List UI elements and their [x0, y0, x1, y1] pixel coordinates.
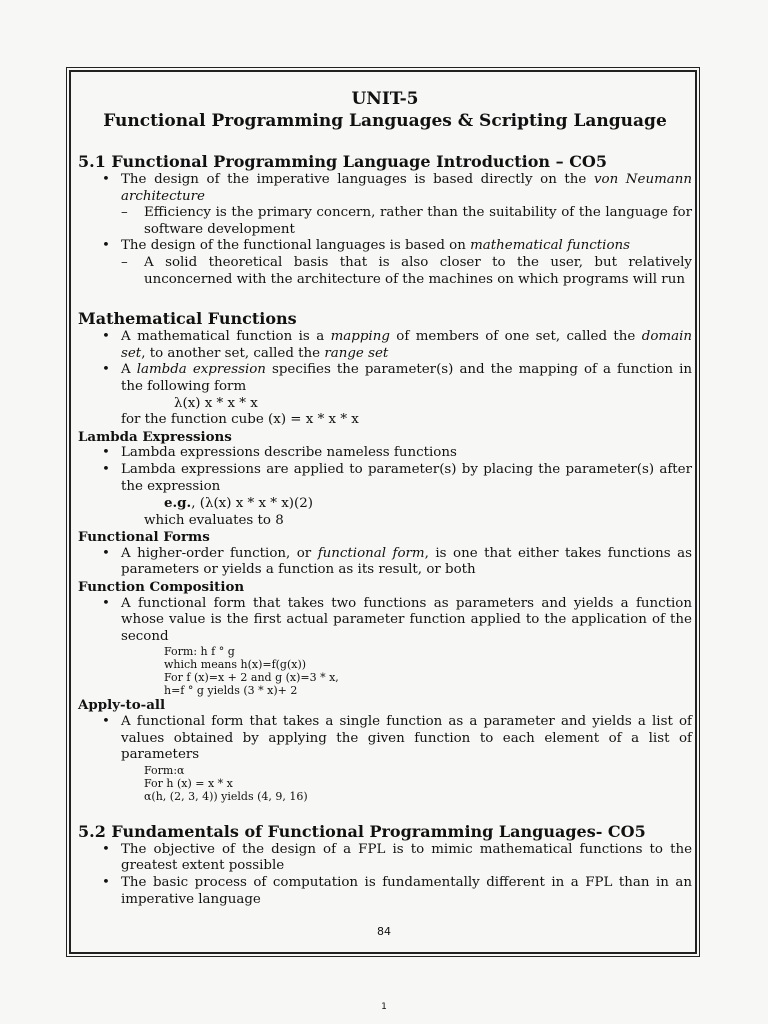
function-composition-heading: Function Composition: [78, 579, 245, 596]
composition-line: which means h(x)=f(g(x)): [164, 658, 307, 672]
lambda-list: [78, 445, 692, 495]
emphasis-text: functional form: [317, 545, 425, 561]
evaluates-line: which evaluates to 8: [144, 512, 284, 528]
section-5-2-list: [78, 842, 692, 908]
math-functions-heading: Mathematical Functions: [78, 309, 297, 329]
cube-line: for the function cube (x) = x * x * x: [121, 412, 359, 428]
apply-to-all-heading: Apply-to-all: [78, 697, 166, 714]
list-item: • Lambda expressions describe nameless functions: [78, 445, 692, 462]
unit-subtitle: Functional Programming Languages & Scripting Language: [103, 111, 667, 131]
composition-line: For f (x)=x + 2 and g (x)=3 * x,: [164, 671, 339, 685]
bullet-text: specifies the parameter(s) and the mapping of a function in the following form: [121, 362, 692, 394]
lambda-formula: λ(x) x * x * x: [174, 395, 258, 411]
apply-line: α(h, (2, 3, 4)) yields (4, 9, 16): [144, 789, 308, 803]
apply-line: For h (x) = x * x: [144, 776, 233, 790]
list-item: [78, 329, 692, 362]
apply-to-all-list: [78, 714, 692, 764]
lambda-heading: Lambda Expressions: [78, 428, 232, 445]
example-label: e.g.: [164, 495, 192, 512]
bullet-text: The design of the functional languages is based on: [121, 238, 471, 254]
list-item: [78, 238, 692, 255]
list-item: – Efficiency is the primary concern, rather than the suitability of the language for software development: [78, 205, 692, 238]
list-item: [78, 362, 692, 395]
emphasis-text: domain set: [121, 329, 692, 361]
example-text: , (λ(x) x * x * x)(2): [191, 496, 313, 512]
footer-number: 1: [381, 1002, 387, 1012]
composition-line: Form: h f ° g: [164, 645, 235, 659]
emphasis-text: lambda expression: [136, 362, 266, 378]
bullet-text: A mathematical function is a: [121, 329, 331, 345]
bullet-text: , is one that either takes functions as parameters or yields a function as its result, or both: [121, 545, 692, 578]
example-line: [78, 495, 692, 513]
section-5-1-list: [78, 172, 692, 288]
unit-title: UNIT-5: [351, 89, 419, 109]
list-item: [78, 546, 692, 579]
document-body: [78, 86, 692, 908]
emphasis-text: mathematical functions: [470, 238, 631, 254]
bullet-text: of members of one set, called the: [389, 329, 642, 345]
bullet-text: A: [121, 362, 137, 378]
list-item: • A functional form that takes two functions as parameters and yields a function whose value is the first actual parameter function applied to the application of the second: [78, 596, 692, 646]
bullet-text: The design of the imperative languages is based directly on the: [121, 172, 594, 187]
section-5-2-heading: 5.2 Fundamentals of Functional Programming Languages- CO5: [78, 821, 646, 841]
section-5-1-heading: 5.1 Functional Programming Language Introduction – CO5: [78, 152, 607, 171]
list-item: [78, 172, 692, 205]
functional-forms-heading: Functional Forms: [78, 529, 210, 546]
apply-line: Form:α: [144, 763, 185, 777]
emphasis-text: mapping: [330, 329, 390, 345]
function-composition-list: [78, 596, 692, 646]
list-item: • Lambda expressions are applied to parameter(s) by placing the parameter(s) after the expression: [78, 462, 692, 495]
list-item: – A solid theoretical basis that is also closer to the user, but relatively unconcerned with the architecture of the machines on which programs will run: [78, 255, 692, 288]
list-item: • The objective of the design of a FPL is to mimic mathematical functions to the greatest extent possible: [78, 842, 692, 875]
page-number: 84: [377, 925, 391, 938]
math-functions-list: [78, 329, 692, 395]
composition-line: h=f ° g yields (3 * x)+ 2: [164, 684, 298, 698]
list-item: • A functional form that takes a single function as a parameter and yields a list of values obtained by applying the given function to each element of a list of parameters: [78, 714, 692, 764]
list-item: • The basic process of computation is fundamentally different in a FPL than in an imperative language: [78, 875, 692, 908]
functional-forms-list: [78, 546, 692, 579]
bullet-text: A higher-order function, or: [121, 545, 318, 561]
emphasis-text: von Neumann architecture: [121, 172, 693, 204]
bullet-text: , to another set, called the: [141, 345, 325, 361]
emphasis-text: range set: [324, 345, 389, 361]
